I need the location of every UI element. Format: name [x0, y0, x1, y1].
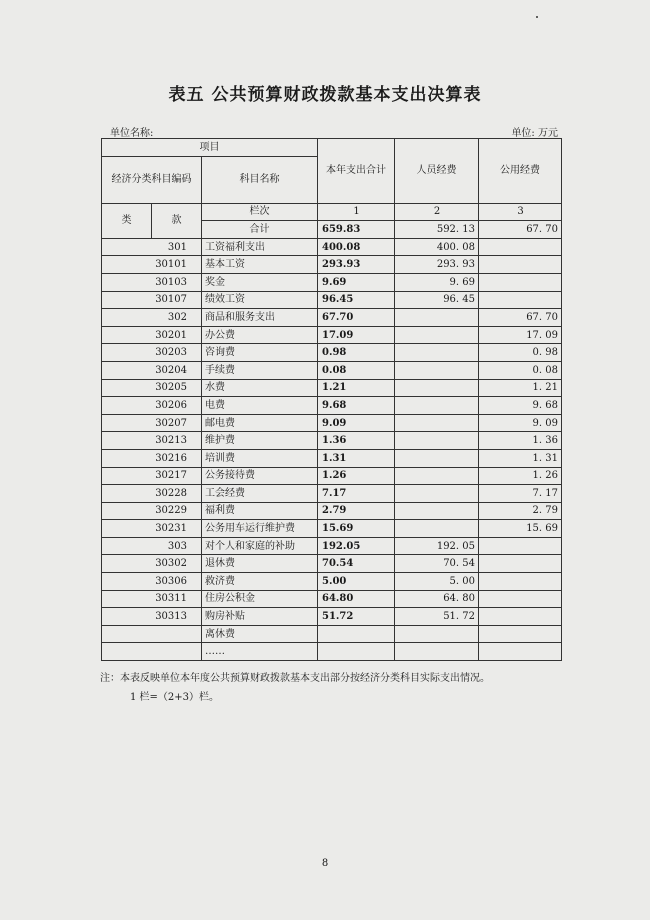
- row-public: [479, 608, 562, 626]
- row-subject-name: 救济费: [202, 573, 318, 591]
- row-subject-name: 公务接待费: [202, 467, 318, 485]
- row-code: [102, 643, 202, 661]
- table-row: [102, 537, 562, 555]
- table-row: [102, 590, 562, 608]
- row-code: 30313: [102, 608, 202, 626]
- row-total: 1.26: [318, 467, 395, 485]
- row-subject-name: 奖金: [202, 273, 318, 291]
- row-code: 30206: [102, 397, 202, 415]
- row-code: 30107: [102, 291, 202, 309]
- row-personnel: [395, 625, 479, 643]
- row-code: 30207: [102, 414, 202, 432]
- row-code: 30311: [102, 590, 202, 608]
- row-personnel: [395, 449, 479, 467]
- row-public: [479, 643, 562, 661]
- row-code: 301: [102, 238, 202, 256]
- row-public: [479, 573, 562, 591]
- page-title: 表五 公共预算财政拨款基本支出决算表: [168, 85, 482, 105]
- row-code: 30101: [102, 256, 202, 274]
- table-row: [102, 432, 562, 450]
- row-subject-name: 购房补贴: [202, 608, 318, 626]
- row-personnel: 70. 54: [395, 555, 479, 573]
- row-personnel: [395, 344, 479, 362]
- row-subject-name: 咨询费: [202, 344, 318, 362]
- row-total: 192.05: [318, 537, 395, 555]
- row-code: 30217: [102, 467, 202, 485]
- currency-unit-label: 单位: 万元: [511, 128, 558, 139]
- row-subject-name: 公务用车运行维护费: [202, 520, 318, 538]
- total-label: 合计: [202, 221, 318, 239]
- scan-speck: [536, 16, 538, 18]
- header-row-project: [102, 139, 562, 157]
- row-personnel: [395, 361, 479, 379]
- header-subject-name: 科目名称: [202, 156, 318, 203]
- row-subject-name: 对个人和家庭的补助: [202, 537, 318, 555]
- row-total: 2.79: [318, 502, 395, 520]
- row-personnel: [395, 309, 479, 327]
- row-total: 15.69: [318, 520, 395, 538]
- header-lanci: 栏次: [202, 203, 318, 221]
- table-row: [102, 643, 562, 661]
- row-public: 0. 08: [479, 361, 562, 379]
- table-row: [102, 608, 562, 626]
- row-public: 0. 98: [479, 344, 562, 362]
- row-subject-name: 工资福利支出: [202, 238, 318, 256]
- row-personnel: [395, 520, 479, 538]
- table-note: 注：本表反映单位本年度公共预算财政拨款基本支出部分按经济分类科目实际支出情况。: [100, 673, 490, 684]
- header-col3: 3: [479, 203, 562, 221]
- table-row: [102, 573, 562, 591]
- table-row: [102, 379, 562, 397]
- row-code: 30306: [102, 573, 202, 591]
- table-row: [102, 625, 562, 643]
- header-col1: 1: [318, 203, 395, 221]
- table-row: [102, 344, 562, 362]
- column-formula-note: 1 栏=（2+3）栏。: [130, 692, 220, 703]
- table-row: [102, 520, 562, 538]
- table-row: [102, 414, 562, 432]
- table-row: [102, 467, 562, 485]
- row-personnel: 293. 93: [395, 256, 479, 274]
- row-subject-name: 办公费: [202, 326, 318, 344]
- row-public: [479, 625, 562, 643]
- header-personnel: 人员经费: [395, 139, 479, 204]
- row-total: 64.80: [318, 590, 395, 608]
- row-personnel: [395, 467, 479, 485]
- row-personnel: [395, 326, 479, 344]
- row-subject-name: 水费: [202, 379, 318, 397]
- row-personnel: 400. 08: [395, 238, 479, 256]
- row-total: 9.09: [318, 414, 395, 432]
- header-lei: 类: [102, 203, 152, 238]
- unit-name-label: 单位名称:: [110, 128, 154, 139]
- row-public: 15. 69: [479, 520, 562, 538]
- header-total: 本年支出合计: [318, 139, 395, 204]
- row-personnel: 96. 45: [395, 291, 479, 309]
- page-number: 8: [321, 858, 329, 869]
- row-code: 30302: [102, 555, 202, 573]
- row-public: [479, 555, 562, 573]
- row-code: 30205: [102, 379, 202, 397]
- header-project: 项目: [102, 139, 318, 157]
- row-personnel: 9. 69: [395, 273, 479, 291]
- row-code: 30228: [102, 485, 202, 503]
- row-subject-name: 基本工资: [202, 256, 318, 274]
- row-public: [479, 238, 562, 256]
- row-total: 0.98: [318, 344, 395, 362]
- row-personnel: [395, 485, 479, 503]
- row-subject-name: 商品和服务支出: [202, 309, 318, 327]
- row-personnel: 5. 00: [395, 573, 479, 591]
- row-code: 302: [102, 309, 202, 327]
- table-row: [102, 485, 562, 503]
- row-personnel: [395, 397, 479, 415]
- table-row: [102, 256, 562, 274]
- row-personnel: [395, 643, 479, 661]
- table-row: [102, 238, 562, 256]
- row-personnel: [395, 414, 479, 432]
- table-row: [102, 326, 562, 344]
- expenditure-table: [101, 138, 562, 661]
- row-public: [479, 256, 562, 274]
- row-public: [479, 273, 562, 291]
- total-value: 659.83: [318, 221, 395, 239]
- row-personnel: [395, 379, 479, 397]
- row-total: 70.54: [318, 555, 395, 573]
- row-public: 9. 68: [479, 397, 562, 415]
- row-total: 293.93: [318, 256, 395, 274]
- row-subject-name: 绩效工资: [202, 291, 318, 309]
- header-col2: 2: [395, 203, 479, 221]
- row-total: [318, 643, 395, 661]
- row-code: [102, 625, 202, 643]
- row-public: 1. 36: [479, 432, 562, 450]
- row-code: 30229: [102, 502, 202, 520]
- row-total: 51.72: [318, 608, 395, 626]
- table-row: [102, 502, 562, 520]
- row-subject-name: 邮电费: [202, 414, 318, 432]
- row-subject-name: 住房公积金: [202, 590, 318, 608]
- row-subject-name: 福利费: [202, 502, 318, 520]
- table-row: [102, 555, 562, 573]
- row-personnel: 64. 80: [395, 590, 479, 608]
- row-subject-name: 工会经费: [202, 485, 318, 503]
- table-row: [102, 397, 562, 415]
- row-personnel: [395, 502, 479, 520]
- row-public: 1. 31: [479, 449, 562, 467]
- row-public: 1. 26: [479, 467, 562, 485]
- row-public: 7. 17: [479, 485, 562, 503]
- row-code: 30103: [102, 273, 202, 291]
- row-public: 1. 21: [479, 379, 562, 397]
- total-public: 67. 70: [479, 221, 562, 239]
- row-total: 5.00: [318, 573, 395, 591]
- row-total: 17.09: [318, 326, 395, 344]
- row-public: [479, 537, 562, 555]
- row-personnel: 51. 72: [395, 608, 479, 626]
- row-total: 1.21: [318, 379, 395, 397]
- row-total: 7.17: [318, 485, 395, 503]
- total-personnel: 592. 13: [395, 221, 479, 239]
- row-total: [318, 625, 395, 643]
- table-row: [102, 309, 562, 327]
- row-subject-name: 电费: [202, 397, 318, 415]
- header-public: 公用经费: [479, 139, 562, 204]
- row-personnel: [395, 432, 479, 450]
- row-public: 2. 79: [479, 502, 562, 520]
- row-public: 9. 09: [479, 414, 562, 432]
- row-subject-name: 离休费: [202, 625, 318, 643]
- row-total: 1.36: [318, 432, 395, 450]
- table-row: [102, 291, 562, 309]
- row-total: 0.08: [318, 361, 395, 379]
- row-total: 1.31: [318, 449, 395, 467]
- header-econ-code: 经济分类科目编码: [102, 156, 202, 203]
- row-personnel: 192. 05: [395, 537, 479, 555]
- table-row: [102, 449, 562, 467]
- row-subject-name: 手续费: [202, 361, 318, 379]
- row-public: 17. 09: [479, 326, 562, 344]
- row-code: 30213: [102, 432, 202, 450]
- row-total: 400.08: [318, 238, 395, 256]
- header-row-lanci: [102, 203, 562, 221]
- row-public: [479, 291, 562, 309]
- row-total: 96.45: [318, 291, 395, 309]
- row-total: 9.68: [318, 397, 395, 415]
- row-subject-name: 退休费: [202, 555, 318, 573]
- table-row: [102, 361, 562, 379]
- row-code: 30201: [102, 326, 202, 344]
- row-total: 67.70: [318, 309, 395, 327]
- row-public: [479, 590, 562, 608]
- table-row: [102, 273, 562, 291]
- row-code: 30204: [102, 361, 202, 379]
- row-subject-name: ……: [202, 643, 318, 661]
- row-code: 30203: [102, 344, 202, 362]
- row-public: 67. 70: [479, 309, 562, 327]
- row-code: 30216: [102, 449, 202, 467]
- row-code: 30231: [102, 520, 202, 538]
- row-subject-name: 维护费: [202, 432, 318, 450]
- header-kuan: 款: [152, 203, 202, 238]
- row-total: 9.69: [318, 273, 395, 291]
- row-subject-name: 培训费: [202, 449, 318, 467]
- row-code: 303: [102, 537, 202, 555]
